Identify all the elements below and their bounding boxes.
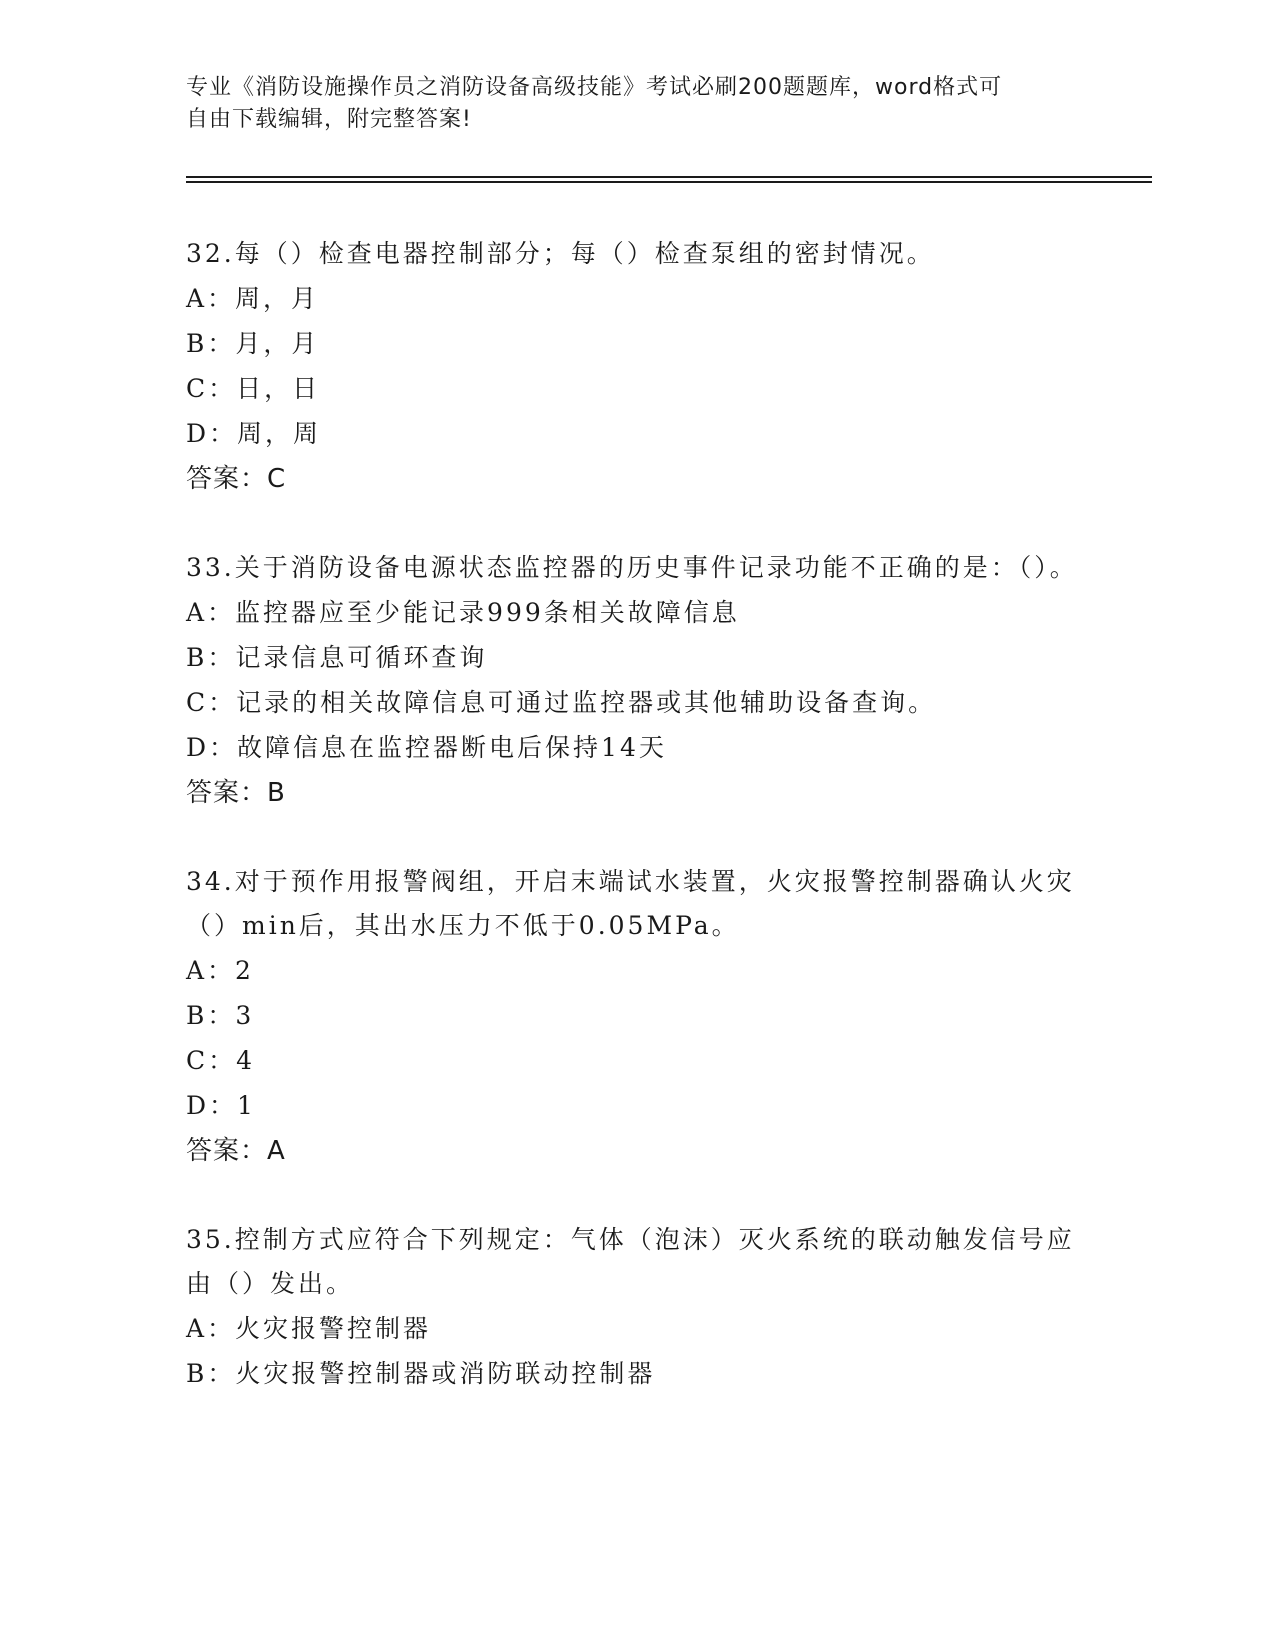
answer-label: 答案：C — [186, 464, 287, 494]
option-a: A：2 — [186, 956, 254, 985]
option-d: D：故障信息在监控器断电后保持14天 — [186, 733, 667, 762]
option-b: B：月，月 — [186, 329, 320, 358]
option-b: B：火灾报警控制器或消防联动控制器 — [186, 1359, 656, 1388]
option-b: B：3 — [186, 1001, 255, 1030]
header-divider-top — [186, 176, 1152, 178]
question-stem: 34.对于预作用报警阀组，开启末端试水装置，火灾报警控制器确认火灾（）min后，其出水压力不低于0.05MPa。 — [186, 867, 1075, 940]
question-35 — [186, 1218, 1086, 1396]
question-stem: 33.关于消防设备电源状态监控器的历史事件记录功能不正确的是：（）。 — [186, 553, 1078, 582]
question-34 — [186, 860, 1086, 1174]
option-c: C：4 — [186, 1046, 256, 1075]
answer-label: 答案：A — [186, 1136, 286, 1166]
option-c: C：记录的相关故障信息可通过监控器或其他辅助设备查询。 — [186, 688, 937, 717]
option-b: B：记录信息可循环查询 — [186, 643, 488, 672]
header-divider-bottom — [186, 181, 1152, 183]
document-header — [186, 72, 1066, 136]
option-d: D：1 — [186, 1091, 256, 1120]
option-a: A：火灾报警控制器 — [186, 1314, 432, 1343]
option-d: D：周，周 — [186, 419, 322, 448]
option-a: A：周，月 — [186, 284, 320, 313]
header-line-1: 专业《消防设施操作员之消防设备高级技能》考试必刷200题题库，word格式可 — [186, 75, 1003, 100]
question-33 — [186, 546, 1086, 816]
answer-label: 答案：B — [186, 778, 286, 808]
header-line-2: 自由下载编辑，附完整答案! — [186, 107, 472, 132]
question-stem: 35.控制方式应符合下列规定：气体（泡沫）灭火系统的联动触发信号应由（）发出。 — [186, 1225, 1075, 1298]
option-a: A：监控器应至少能记录999条相关故障信息 — [186, 598, 740, 627]
question-32 — [186, 232, 1086, 502]
question-stem: 32.每（）检查电器控制部分；每（）检查泵组的密封情况。 — [186, 239, 935, 268]
question-list — [186, 232, 1086, 1440]
option-c: C：日，日 — [186, 374, 321, 403]
